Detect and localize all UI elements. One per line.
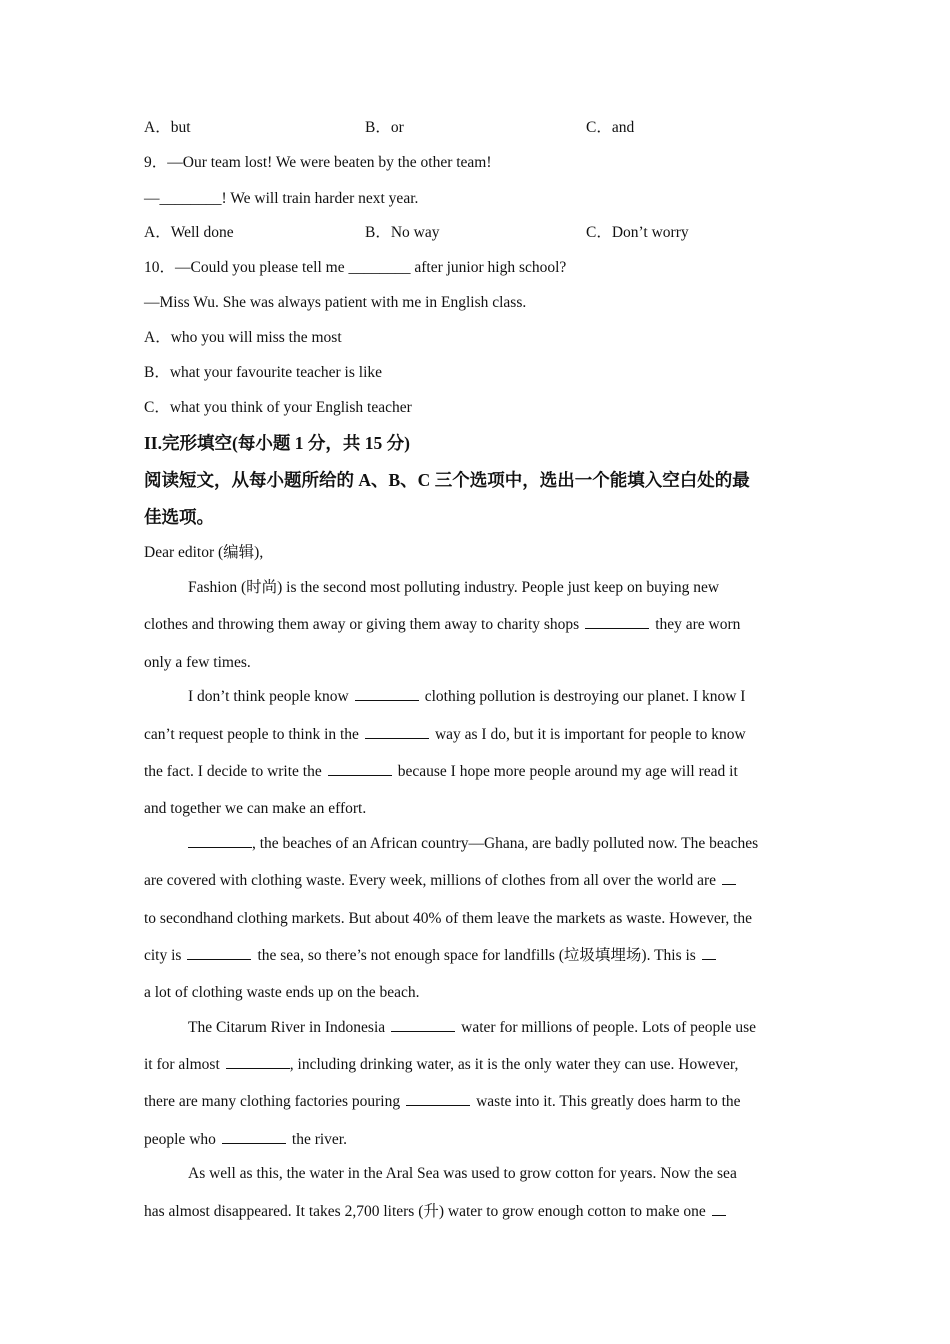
text-segment: way as I do, but it is important for people to know — [434, 726, 746, 743]
passage-p2-line-4: and together we can make an effort. — [144, 800, 367, 817]
blank-12 — [222, 1129, 286, 1144]
text-segment: they are worn — [655, 616, 741, 633]
passage-p5-line-2 — [144, 1201, 726, 1223]
text-segment: , including drinking water, as it is the only water they can use. However, — [289, 1056, 739, 1073]
text-segment: can’t request people to think in the — [144, 726, 359, 743]
q9-option-b: B．No way — [365, 224, 440, 241]
q9-reply: —________! We will train harder next year. — [144, 190, 419, 207]
text-segment: there are many clothing factories pouring — [144, 1093, 401, 1110]
blank-2 — [355, 686, 419, 701]
blank-11 — [406, 1091, 470, 1106]
blank-9 — [391, 1017, 455, 1032]
text-segment: clothing pollution is destroying our planet. I know I — [424, 688, 746, 705]
blank-4 — [328, 761, 392, 776]
passage-p3-line-2 — [144, 870, 736, 892]
text-segment: , the beaches of an African country—Ghana, are badly polluted now. The beaches — [252, 835, 759, 852]
text-segment: waste into it. This greatly does harm to the — [476, 1093, 741, 1110]
section-instruction-line-2: 佳选项。 — [144, 507, 214, 527]
blank-13 — [712, 1201, 726, 1216]
blank-7 — [187, 945, 251, 960]
passage-p1-line-2 — [144, 614, 740, 636]
q9-option-c: C．Don’t worry — [586, 224, 689, 241]
passage-p2-line-3 — [144, 761, 738, 783]
q9-question: 9．—Our team lost! We were beaten by the other team! — [144, 154, 492, 171]
passage-p4-line-1 — [188, 1017, 756, 1039]
text-segment: because I hope more people around my age will read it — [397, 763, 738, 780]
text-segment: city is — [144, 947, 182, 964]
passage-p2-line-2 — [144, 724, 746, 746]
q10-question: 10．—Could you please tell me ________ after junior high school? — [144, 259, 567, 276]
passage-p1-line-1: Fashion (时尚) is the second most polluting industry. People just keep on buying new — [188, 579, 720, 596]
blank-8 — [702, 945, 716, 960]
blank-1 — [585, 614, 649, 629]
text-segment: people who — [144, 1131, 216, 1148]
passage-p3-line-3: to secondhand clothing markets. But about 40% of them leave the markets as waste. However, the — [144, 910, 753, 927]
passage-p2-line-1 — [188, 686, 745, 708]
passage-p4-line-3 — [144, 1091, 741, 1113]
passage-p4-line-2 — [144, 1054, 738, 1076]
passage-p3-line-5: a lot of clothing waste ends up on the beach. — [144, 984, 420, 1001]
q8-option-a: A．but — [144, 119, 191, 136]
q10-option-a: A．who you will miss the most — [144, 329, 342, 346]
text-segment: The Citarum River in Indonesia — [188, 1019, 386, 1036]
text-segment: the sea, so there’s not enough space for landfills (垃圾填埋场). This is — [257, 947, 696, 964]
text-segment: I don’t think people know — [188, 688, 349, 705]
q9-option-a: A．Well done — [144, 224, 234, 241]
text-segment: clothes and throwing them away or giving them away to charity shops — [144, 616, 580, 633]
section-instruction-line-1: 阅读短文，从每小题所给的 A、B、C 三个选项中，选出一个能填入空白处的最 — [144, 470, 750, 490]
q10-option-c: C．what you think of your English teacher — [144, 399, 412, 416]
passage-p4-line-4 — [144, 1129, 347, 1151]
passage-p3-line-1 — [188, 833, 758, 855]
passage-greeting: Dear editor (编辑), — [144, 544, 264, 561]
text-segment: the river. — [291, 1131, 347, 1148]
passage-p3-line-4 — [144, 945, 716, 967]
blank-6 — [722, 870, 736, 885]
blank-5 — [188, 833, 252, 848]
q8-option-b: B．or — [365, 119, 404, 136]
passage-p5-line-1: As well as this, the water in the Aral Sea was used to grow cotton for years. Now the sea — [188, 1165, 737, 1182]
text-segment: the fact. I decide to write the — [144, 763, 322, 780]
blank-3 — [365, 724, 429, 739]
blank-10 — [226, 1054, 290, 1069]
text-segment: water for millions of people. Lots of people use — [461, 1019, 757, 1036]
text-segment: it for almost — [144, 1056, 220, 1073]
passage-p1-line-3: only a few times. — [144, 654, 251, 671]
text-segment: are covered with clothing waste. Every week, millions of clothes from all over the world are — [144, 872, 717, 889]
q8-option-c: C．and — [586, 119, 635, 136]
q10-reply: —Miss Wu. She was always patient with me in English class. — [144, 294, 527, 311]
q10-option-b: B．what your favourite teacher is like — [144, 364, 383, 381]
text-segment: has almost disappeared. It takes 2,700 liters (升) water to grow enough cotton to make one — [144, 1203, 706, 1220]
section-title: II.完形填空(每小题 1 分，共 15 分) — [144, 433, 410, 453]
